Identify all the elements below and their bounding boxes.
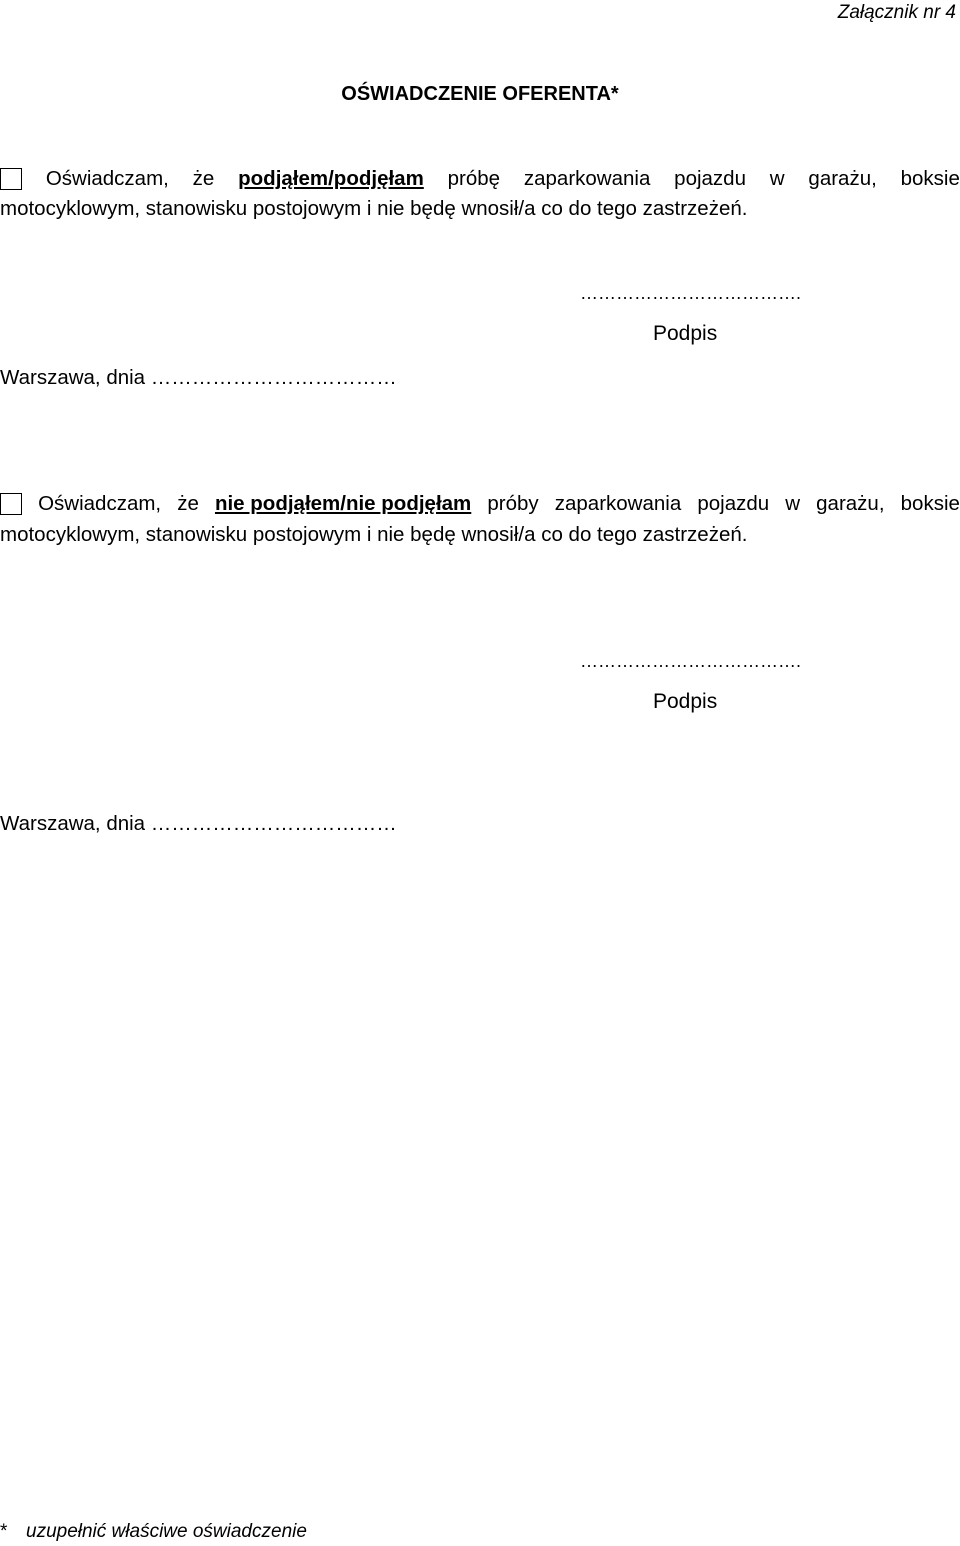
signature-2-line: ………………………………. — [580, 651, 802, 671]
statement-2-line-2: motocyklowym, stanowisku postojowym i nie będę wnosił/a co do tego zastrzeżeń. — [0, 523, 748, 546]
statement-2-word: Oświadczam, — [38, 492, 162, 515]
statement-2-line-1 — [0, 492, 960, 516]
place-date-1: Warszawa, dnia ……………………………… — [0, 366, 397, 389]
statement-1-word: pojazdu — [674, 167, 746, 190]
statement-1-word: że — [192, 167, 215, 190]
statement-1-word: próbę — [447, 167, 501, 190]
statement-1-word: boksie — [900, 167, 960, 190]
statement-2-word: boksie — [900, 492, 960, 515]
footnote-marker: * — [0, 1521, 8, 1542]
footnote — [0, 1521, 307, 1543]
place-date-2: Warszawa, dnia ……………………………… — [0, 812, 397, 835]
signature-1-label: Podpis — [653, 322, 718, 345]
statement-1-word: zaparkowania — [523, 167, 651, 190]
statement-1-line-1 — [0, 167, 960, 191]
statement-2-word: próby — [487, 492, 539, 515]
statement-1-line-2: motocyklowym, stanowisku postojowym i nie będę wnosił/a co do tego zastrzeżeń. — [0, 197, 748, 220]
statement-2-word: w — [785, 492, 801, 515]
document-title: OŚWIADCZENIE OFERENTA* — [341, 83, 619, 105]
annex-label: Załącznik nr 4 — [837, 2, 956, 23]
statement-2-emphasis: nie podjąłem/nie podjęłam — [214, 492, 472, 515]
statement-2-word: zaparkowania — [554, 492, 682, 515]
signature-1-line: ………………………………. — [580, 283, 802, 303]
statement-2-checkbox[interactable] — [0, 493, 22, 515]
signature-2-label: Podpis — [653, 690, 718, 713]
footnote-text: uzupełnić właściwe oświadczenie — [26, 1521, 307, 1542]
statement-2-word: pojazdu — [697, 492, 770, 515]
statement-1-word: w — [769, 167, 785, 190]
statement-1-checkbox[interactable] — [0, 168, 22, 190]
statement-1-emphasis: podjąłem/podjęłam — [238, 167, 424, 190]
statement-2-word: że — [177, 492, 199, 515]
statement-2-word: garażu, — [816, 492, 885, 515]
statement-1-word: garażu, — [808, 167, 877, 190]
statement-1-word: Oświadczam, — [45, 167, 169, 190]
